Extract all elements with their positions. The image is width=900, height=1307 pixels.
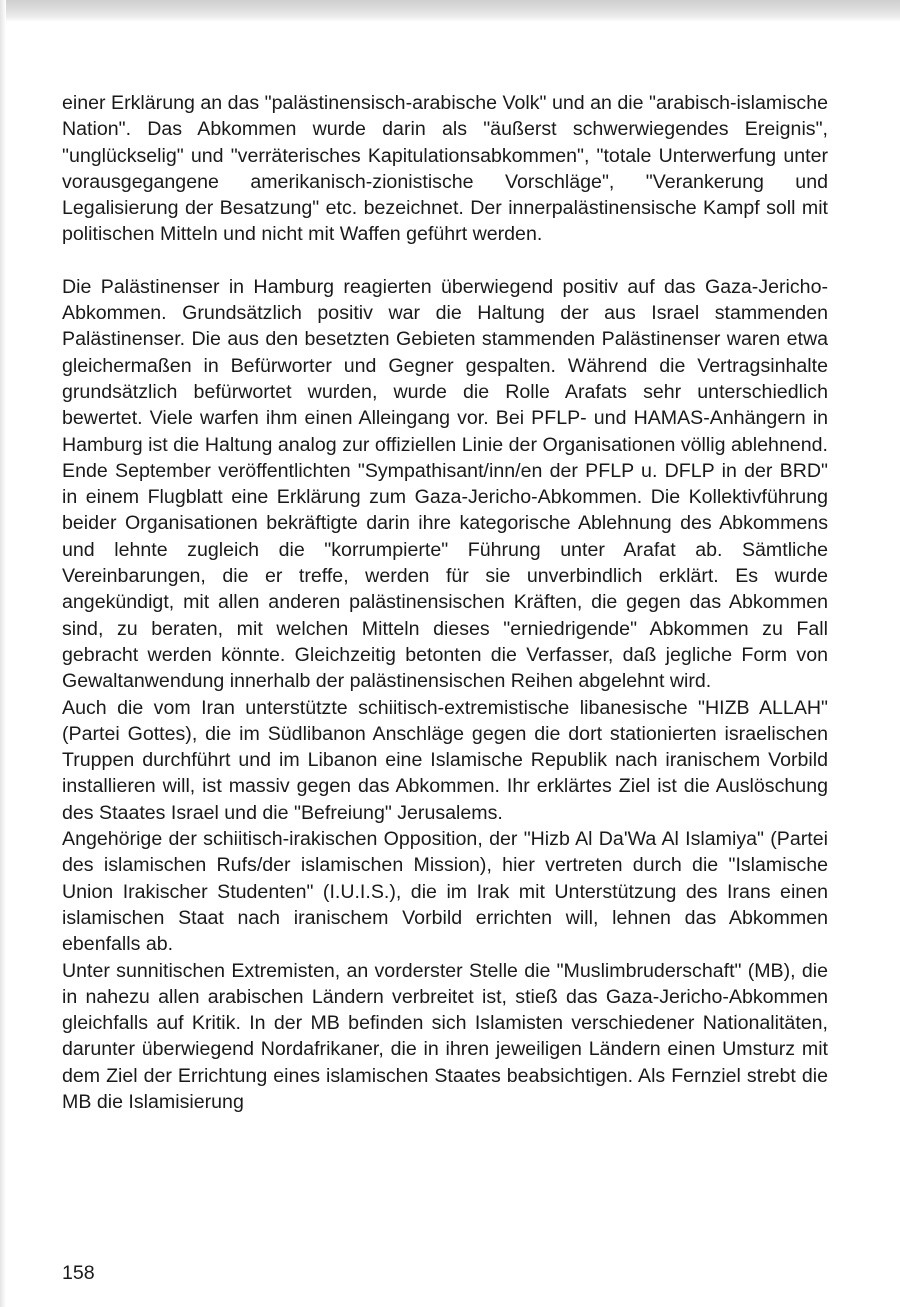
paragraph: Angehörige der schiitisch-irakischen Opposition, der "Hizb Al Da'Wa Al Islamiya" (Partei des islamischen Rufs/der islamischen Mission), hier vertreten durch die "Islamische Union Irakischer Studenten" (I.U.I.S.), die im Irak mit Unterstützung des Irans einen islamischen Staat nach iranischem Vorbild errichten will, lehnen das Abkommen ebenfalls ab. [62,828,828,956]
page-number: 158 [62,1262,95,1284]
scan-edge-top [0,0,900,22]
scan-edge-left [0,0,6,1307]
paragraph: Die Palästinenser in Hamburg reagierten überwiegend positiv auf das Gaza-Jericho-Abkommen. Grundsätzlich positiv war die Haltung der aus Israel stammenden Palästinenser. Die aus den besetzten Gebieten stammenden Palästinenser waren etwa gleichermaßen in Befürworter und Gegner gespalten. Während die Vertragsinhalte grundsätzlich befürwortet wurden, wurde die Rolle Arafats sehr unterschiedlich bewertet. Viele warfen ihm einen Alleingang vor. Bei PFLP- und HAMAS-Anhängern in Hamburg ist die Haltung analog zur offiziellen Linie der Organisationen völlig ablehnend. Ende September veröffentlichten "Sympathisant/inn/en der PFLP u. DFLP in der BRD" in einem Flugblatt eine Erklärung zum Gaza-Jericho-Abkommen. Die Kollektivführung beider Organisationen bekräftigte darin ihre kategorische Ablehnung des Abkommens und lehnte zugleich die "korrumpierte" Führung unter Arafat ab. Sämtliche Vereinbarungen, die er treffe, werden für sie unverbindlich erklärt. Es wurde angekündigt, mit allen anderen palästinensischen Kräften, die gegen das Abkommen sind, zu beraten, mit welchen Mitteln dieses "erniedrigende" Abkommen zu Fall gebracht werden könnte. Gleichzeitig betonten die Verfasser, daß jegliche Form von Gewaltanwendung innerhalb der palästinensischen Reihen abgelehnt wird. [62,275,828,693]
paragraph: einer Erklärung an das "palästinensisch-arabische Volk" und an die "arabisch-islamische Nation". Das Abkommen wurde darin als "äußerst schwerwiegendes Ereignis", "unglückselig" und "verräterisches Kapitulationsabkommen", "totale Unterwerfung unter vorausgegangene amerikanisch-zionistische Vorschläge", "Verankerung und Legalisierung der Besatzung" etc. bezeichnet. Der innerpalästinensische Kampf soll mit politischen Mitteln und nicht mit Waffen geführt werden. [62,92,828,246]
page-body [62,90,828,1115]
paragraph: Auch die vom Iran unterstützte schiitisch-extremistische libanesische "HIZB ALLAH" (Partei Gottes), die im Südlibanon Anschläge gegen die dort stationierten israelischen Truppen durchführt und im Libanon eine Islamische Republik nach iranischem Vorbild installieren will, ist massiv gegen das Abkommen. Ihr erklärtes Ziel ist die Auslöschung des Staates Israel und die "Befreiung" Jerusalems. [62,696,828,824]
paragraph: Unter sunnitischen Extremisten, an vorderster Stelle die "Muslimbruderschaft" (MB), die in nahezu allen arabischen Ländern verbreitet ist, stieß das Gaza-Jericho-Abkommen gleichfalls auf Kritik. In der MB befinden sich Islamisten verschiedener Nationalitäten, darunter überwiegend Nordafrikaner, die in ihren jeweiligen Ländern einen Umsturz mit dem Ziel der Errichtung eines islamischen Staates beabsichtigen. Als Fernziel strebt die MB die Islamisierung [62,959,828,1113]
